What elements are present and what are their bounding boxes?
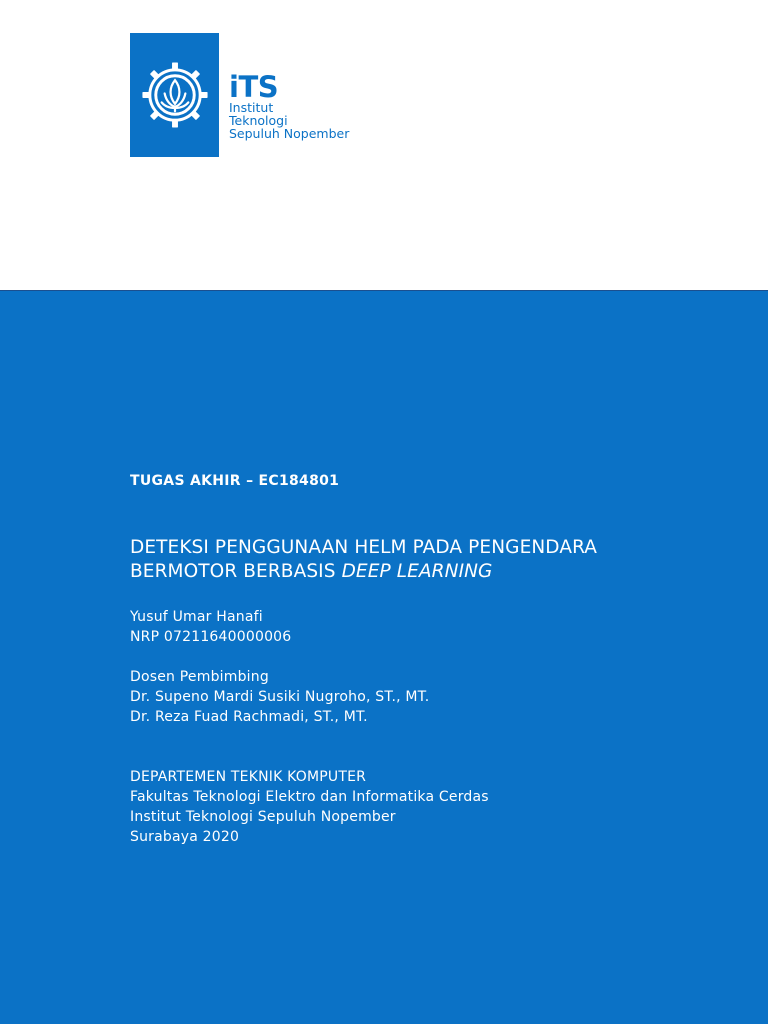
course-code: TUGAS AKHIR – EC184801 (130, 473, 340, 489)
logo-abbreviation: iTS (229, 70, 279, 104)
institute: Institut Teknologi Sepuluh Nopember (130, 809, 396, 825)
institution-info (130, 767, 489, 847)
its-logo (130, 33, 370, 157)
logo-line-1: Institut (229, 100, 274, 115)
logo-wordmark (219, 33, 370, 157)
cover-panel (0, 290, 768, 1024)
department: DEPARTEMEN TEKNIK KOMPUTER (130, 769, 367, 785)
supervisor-heading: Dosen Pembimbing (130, 669, 269, 685)
thesis-title (130, 536, 597, 584)
logo-line-2: Teknologi (229, 113, 288, 128)
title-line-2-prefix: BERMOTOR BERBASIS (130, 561, 342, 582)
student-info (130, 607, 291, 647)
student-nrp: NRP 07211640000006 (130, 629, 292, 645)
city-year: Surabaya 2020 (130, 829, 240, 845)
title-line-2 (130, 560, 597, 584)
logo-emblem-block (130, 33, 219, 157)
faculty: Fakultas Teknologi Elektro dan Informatika Cerdas (130, 789, 489, 805)
logo-line-3: Sepuluh Nopember (229, 126, 350, 141)
its-emblem-icon (138, 58, 212, 132)
supervisor-info (130, 667, 429, 727)
supervisor-2: Dr. Reza Fuad Rachmadi, ST., MT. (130, 709, 368, 725)
title-line-1: DETEKSI PENGGUNAAN HELM PADA PENGENDARA (130, 537, 598, 558)
title-line-2-italic: DEEP LEARNING (341, 561, 493, 582)
supervisor-1: Dr. Supeno Mardi Susiki Nugroho, ST., MT. (130, 689, 430, 705)
student-name: Yusuf Umar Hanafi (130, 609, 263, 625)
